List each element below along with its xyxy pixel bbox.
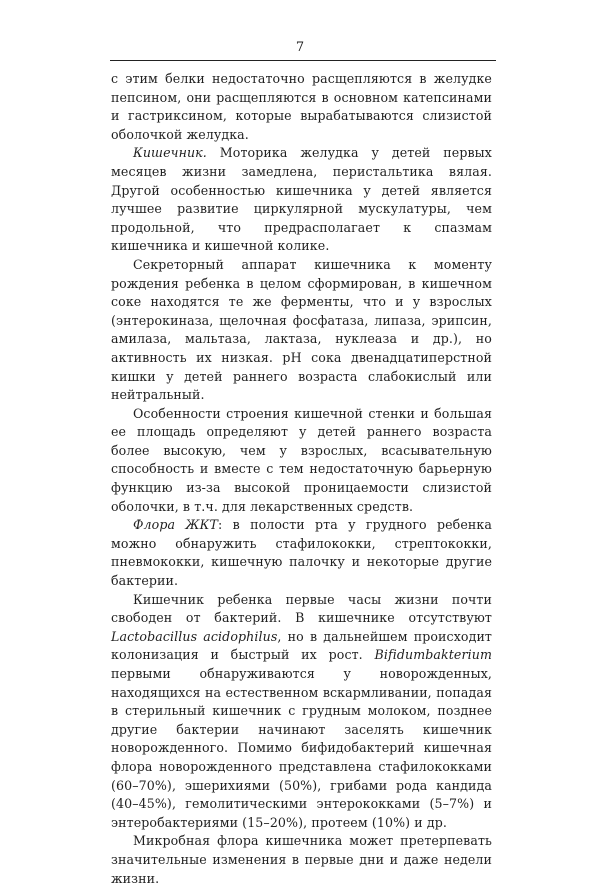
text-run: Секреторный аппарат кишечника к моменту рождения ребенка в целом сформирован, в кишечном соке находятся те же ферменты, что и у взрослых (энтерокиназа, щелочная фосфатаза, липаза, эрипсин, амилаза, мальтаза, лактаза, нуклеаза и др.), но активность их низкая. pH сока двенадцатиперстной кишки у детей раннего возраста слабокислый или нейтральный. [111,256,492,403]
section-label-flora: Флора ЖКТ [133,517,218,533]
paragraph-6-colonization [111,591,492,833]
paragraph-5-flora [111,516,492,590]
paragraph-4-wall [111,405,492,517]
species-name: Bifidumbakterium [374,647,492,663]
text-run: Микробная флора кишечника может претерпевать значительные изменения в первые дни и даже недели жизни. [111,833,492,886]
section-label-intestine: Кишечник. [133,145,207,161]
body-text [111,70,492,888]
paragraph-7-microbial [111,832,492,888]
text-run: с этим белки недостаточно расщепляются в желудке пепсином, они расщепляются в основном катепсинами и гастриксином, которые вырабатываются слизистой оболочкой желудка. [111,71,492,142]
text-run: Особенности строения кишечной стенки и большая ее площадь определяют у детей раннего возраста более высокую, чем у взрослых, всасывательную способность и вместе с тем недостаточную барьерную функцию из-за высокой проницаемости слизистой оболочки, в т.ч. для лекарственных средств. [111,405,492,514]
text-run: Моторика желудка у детей первых месяцев жизни замедлена, перистальтика вялая. Другой особенностью кишечника у детей является лучшее развитие циркулярной мускулатуры, чем продольной, что предрасполагает к спазмам кишечника и кишечной колике. [111,145,492,254]
text-run: первыми обнаруживаются у новорожденных, находящихся на естественном вскармливании, попадая в стерильный кишечник с грудным молоком, позднее другие бактерии начинают заселять кишечник новорожденного. Помимо бифидобактерий кишечная флора новорожденного представлена стафилококками (60–70%), эшерихиями (50%), грибами рода кандида (40–45%), гемолитическими энтерококками (5–7%) и энтеробактериями (15–20%), протеем (10%) и др. [111,666,492,830]
paragraph-3-secretory [111,256,492,405]
paragraph-2-intestine [111,144,492,256]
text-run: Кишечник ребенка первые часы жизни почти свободен от бактерий. В кишечнике отсутствуют [111,591,492,626]
species-name: Lactobacillus acidophilus [111,628,278,644]
header-rule [110,60,496,61]
text-run: , но в дальнейшем происходит колонизация и быстрый их рост. [111,628,493,663]
text-run: : в полости рта у грудного ребенка можно обнаружить стафилококки, стрептококки, пневмококки, кишечную палочку и некоторые другие бактерии. [111,517,492,589]
page-number: 7 [295,40,305,55]
paragraph-1 [111,70,492,144]
